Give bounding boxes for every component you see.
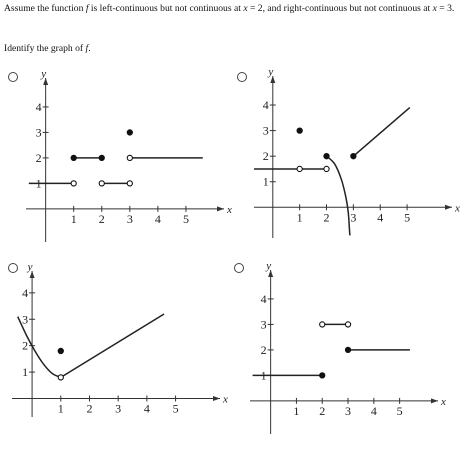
question-text	[4, 3, 470, 15]
graph-segment	[61, 314, 164, 377]
graph-option-d	[246, 260, 446, 448]
x-axis-label: x	[441, 395, 446, 408]
y-tick-label: 2	[262, 149, 269, 164]
y-tick-label: 1	[262, 174, 269, 189]
y-tick-label: 3	[260, 317, 267, 332]
open-point	[127, 155, 132, 160]
prompt-part: .	[88, 43, 91, 54]
y-tick-label: 2	[260, 342, 267, 357]
x-tick-label: 5	[172, 401, 179, 416]
question-part: is left-continuous but not continuous at	[88, 3, 244, 14]
open-point	[324, 166, 329, 171]
closed-point	[351, 154, 356, 159]
x-tick-label: 5	[404, 210, 411, 225]
y-tick-label: 4	[22, 285, 29, 300]
x-tick-label: 3	[126, 211, 133, 226]
x-tick-label: 1	[70, 211, 77, 226]
open-point	[58, 375, 63, 380]
x-axis-label: x	[223, 393, 228, 406]
closed-point	[99, 155, 104, 160]
x-tick-label: 4	[143, 401, 150, 416]
y-tick-label: 2	[35, 150, 42, 165]
x-tick-label: 1	[57, 401, 64, 416]
x-tick-label: 4	[377, 210, 384, 225]
x-axis-label: x	[455, 202, 460, 215]
x-tick-label: 1	[296, 210, 303, 225]
prompt-text	[4, 43, 91, 55]
closed-point	[324, 154, 329, 159]
x-axis-arrow	[431, 398, 438, 403]
open-point	[99, 181, 104, 186]
x-tick-label: 4	[154, 211, 161, 226]
closed-point	[345, 347, 350, 352]
y-axis-label: y	[266, 260, 272, 272]
function-symbol: f	[85, 3, 89, 14]
y-tick-label: 3	[22, 312, 29, 327]
variable-symbol: x	[432, 3, 437, 14]
y-tick-label: 4	[35, 99, 42, 114]
x-axis-arrow	[217, 206, 224, 211]
open-point	[127, 181, 132, 186]
x-tick-label: 4	[370, 403, 377, 418]
y-tick-label: 3	[262, 123, 269, 138]
x-tick-label: 2	[98, 211, 105, 226]
variable-symbol: x	[243, 3, 248, 14]
prompt-part: Identify the graph of	[4, 43, 86, 54]
x-tick-label: 3	[345, 403, 352, 418]
y-axis-label: y	[268, 66, 274, 78]
open-point	[320, 322, 325, 327]
graph-curve	[327, 156, 350, 235]
graph-option-a	[22, 68, 232, 256]
open-point	[297, 166, 302, 171]
x-tick-label: 2	[86, 401, 93, 416]
open-point	[345, 322, 350, 327]
x-axis-arrow	[213, 396, 220, 401]
radio-option-b[interactable]	[237, 72, 247, 82]
question-part: = 2, and right-continuous but not continuous at	[247, 3, 433, 14]
y-tick-label: 1	[260, 368, 267, 383]
graph-option-c	[8, 261, 228, 431]
y-tick-label: 4	[262, 98, 269, 113]
y-axis-label: y	[41, 68, 47, 80]
closed-point	[320, 373, 325, 378]
y-tick-label: 3	[35, 125, 42, 140]
y-tick-label: 1	[35, 176, 42, 191]
x-tick-label: 5	[182, 211, 189, 226]
x-axis-label: x	[227, 203, 232, 216]
function-symbol: f	[85, 43, 89, 54]
y-tick-label: 4	[260, 291, 267, 306]
closed-point	[71, 155, 76, 160]
x-tick-label: 3	[350, 210, 357, 225]
x-tick-label: 2	[319, 403, 326, 418]
closed-point	[127, 130, 132, 135]
question-part: = 3.	[436, 3, 455, 14]
x-tick-label: 1	[293, 403, 300, 418]
x-tick-label: 5	[396, 403, 403, 418]
x-axis-arrow	[445, 205, 452, 210]
question-part: Assume the function	[4, 3, 86, 14]
open-point	[71, 181, 76, 186]
closed-point	[58, 348, 63, 353]
radio-option-d[interactable]	[234, 263, 244, 273]
radio-option-a[interactable]	[8, 72, 18, 82]
y-tick-label: 2	[22, 338, 29, 353]
x-tick-label: 3	[115, 401, 122, 416]
x-tick-label: 2	[323, 210, 330, 225]
y-tick-label: 1	[22, 365, 29, 380]
y-axis-label: y	[27, 261, 33, 273]
closed-point	[297, 128, 302, 133]
graph-segment	[353, 108, 409, 157]
graph-option-b	[250, 66, 460, 252]
